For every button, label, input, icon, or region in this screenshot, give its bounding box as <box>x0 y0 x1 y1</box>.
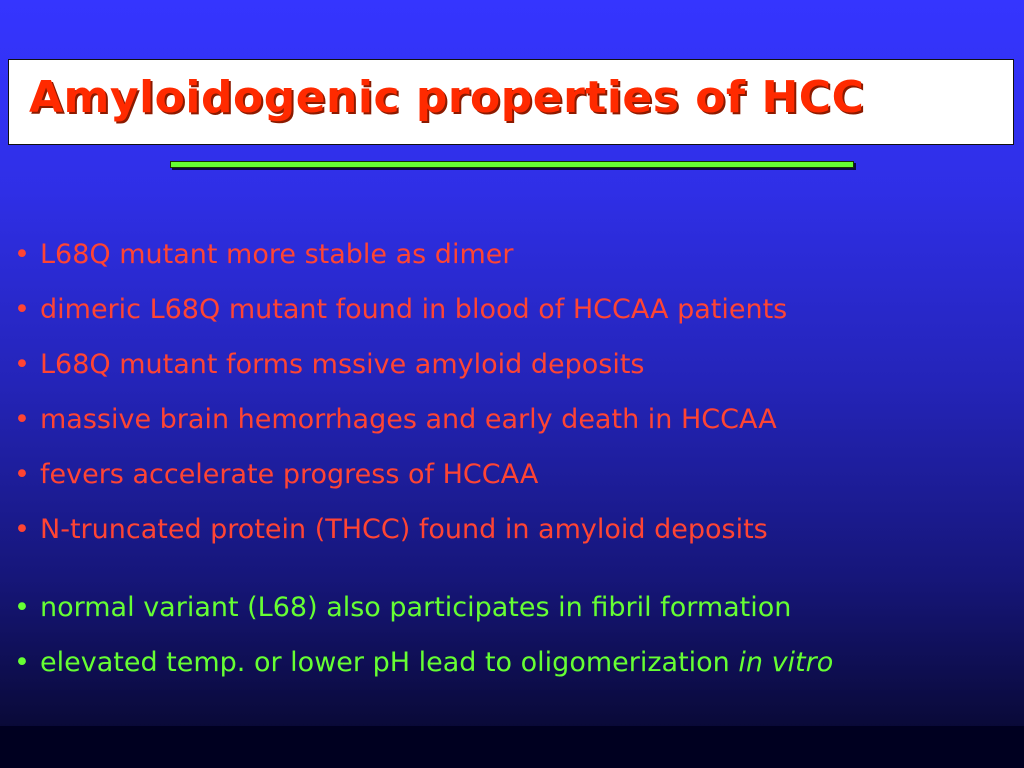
bullet-text: L68Q mutant forms mssive amyloid deposits <box>40 349 645 380</box>
bullet-dot-icon: • <box>14 294 30 325</box>
bullet-text: L68Q mutant more stable as dimer <box>40 239 514 270</box>
bullet-italic-text: in vitro <box>738 647 834 678</box>
bullet-dot-icon: • <box>14 404 30 435</box>
bullet-dot-icon: • <box>14 592 30 623</box>
bullet-dot-icon: • <box>14 514 30 545</box>
bullet-text: dimeric L68Q mutant found in blood of HCCAA patients <box>40 294 788 325</box>
bullet-text: massive brain hemorrhages and early death in HCCAA <box>40 404 777 435</box>
bullet-dot-icon: • <box>14 239 30 270</box>
bullet-item <box>14 293 787 348</box>
title-underline-bar <box>170 161 854 168</box>
bullet-item <box>14 403 787 458</box>
bullet-dot-icon: • <box>14 459 30 490</box>
bullet-text: fevers accelerate progress of HCCAA <box>40 459 539 490</box>
bullet-text: normal variant (L68) also participates in fibril formation <box>40 592 792 623</box>
bullet-text: elevated temp. or lower pH lead to oligomerization <box>40 647 739 678</box>
red-bullet-list <box>14 238 787 568</box>
bullet-item <box>14 348 787 403</box>
bullet-text: N-truncated protein (THCC) found in amyloid deposits <box>40 514 768 545</box>
slide-title: Amyloidogenic properties of HCC <box>29 72 865 123</box>
footer-band <box>0 726 1024 768</box>
green-bullet-list <box>14 591 833 701</box>
bullet-item <box>14 458 787 513</box>
bullet-item <box>14 238 787 293</box>
bullet-item <box>14 513 787 568</box>
bullet-dot-icon: • <box>14 647 30 678</box>
bullet-item <box>14 646 833 701</box>
bullet-item <box>14 591 833 646</box>
bullet-dot-icon: • <box>14 349 30 380</box>
title-box <box>8 59 1014 145</box>
